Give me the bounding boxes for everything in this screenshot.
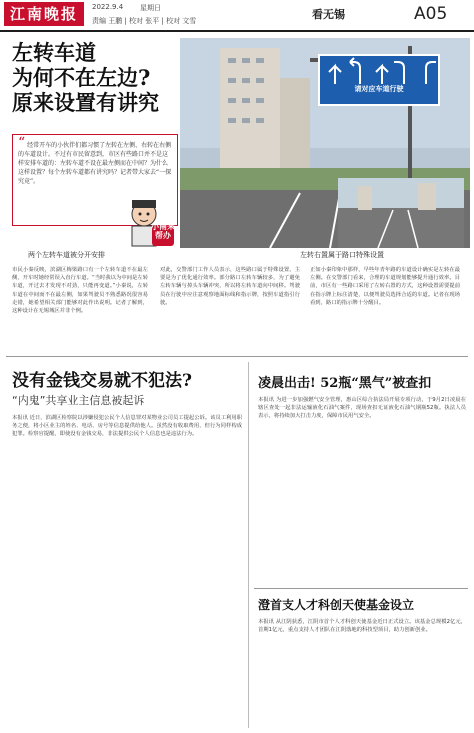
caption-right: 左转右置属于路口特殊设置	[300, 251, 384, 259]
intersection-photo	[338, 178, 464, 248]
issue-weekday: 星期日	[140, 4, 161, 12]
headline-line: 左转车道	[12, 40, 96, 65]
headline-line: 原来设置有讲究	[12, 90, 159, 115]
headline-line: 为何不在左边?	[12, 65, 151, 90]
intersection-image	[338, 178, 464, 248]
fund-title: 澄首支人才科创天使基金设立	[258, 598, 415, 612]
feature-body-col3: 正如小秦印象中那样，早些年青年路的车道设计确实是左转在最左侧。在交警部门看来，合理的车道规划能够提升通行效率。目前，市区有一些路口采用了左转右置的方式，这种设置需要提前在指示牌上标注清楚，以便驾驶员选择合适的车道。记者在现场看到，路口的指示牌十分醒目。	[310, 267, 460, 306]
editor-credits: 责编 王鹏 | 校对 张平 | 校对 文雪	[92, 17, 197, 25]
caption-left: 两个左转车道被分开安排	[28, 251, 105, 259]
gas-body: 本报讯 为进一步加强燃气安全管理，惠山区综合执法局开展专项行动，于9月2日凌晨在辖区查处一起非法运输液化石油气案件，现场查扣无证液化石油气钢瓶52瓶。执法人员表示，将持续加大打击力度，保障市民用气安全。	[258, 397, 466, 420]
mascot-label: 小南来帮办	[151, 222, 175, 240]
feature-body-col1: 市民小秦反映，滨湖区梅梁路口有一个左转车道不在最左侧，开车时她经常误入直行车道。“当时我以为中间是左转车道，开过去才发现不对劲，只能再变道。”小秦说，左转车道在中间而不在最左侧，如果驾驶员不熟悉路况很容易走错，她希望相关部门能够对此作出说明。记者了解到，这种设计在无锡城区并非个例。	[12, 267, 148, 315]
finance-subtitle: “内鬼”共享业主信息被起诉	[12, 394, 145, 407]
lane-sign-text: 请对应车道行驶	[354, 85, 404, 93]
newspaper-logo: 江南晚报	[4, 2, 84, 26]
lane-arrows-icon	[320, 56, 438, 86]
feature-body-col2: 对此，交警部门工作人员表示，这些路口属于特殊设置，主要是为了优化通行效率。部分路口左转车辆较多，为了避免左转车辆与掉头车辆冲突，所以将左转车道向中间移。驾驶员在行驶中应注意观察地面标线和指示牌，按照车道指引行驶。	[160, 267, 300, 306]
feature-headline	[12, 40, 192, 115]
finance-title: 没有金钱交易就不犯法?	[12, 371, 192, 391]
finance-body: 本报讯 近日，滨湖区检察院以涉嫌侵犯公民个人信息罪对某物业公司员工提起公诉。该员工利用职务之便，将小区业主的姓名、电话、房号等信息提供给他人。虽然没有收取费用，但行为同样构成犯罪。检察官提醒，即使没有金钱交易，非法提供公民个人信息也是违法行为。	[12, 415, 242, 438]
story-divider	[254, 588, 468, 589]
fund-body: 本报讯 从江阴获悉，江阴市首个人才科创天使基金近日正式设立。该基金总规模2亿元，首期1亿元，重点支持人才团队在江阴落地的科技型项目，助力创新创业。	[258, 619, 466, 634]
page-number: A05	[414, 4, 448, 24]
issue-date: 2022.9.4	[92, 3, 124, 11]
section-divider	[6, 356, 468, 357]
gas-title: 凌晨出击! 52瓶“黑气”被查扣	[258, 376, 432, 391]
column-divider	[248, 362, 249, 728]
lane-sign	[318, 54, 440, 106]
feature-intro: 经常开车的小伙伴们都习惯了左转在左侧、右转在右侧的车道设计。不过有市民留意到，市区有些路口并不是这样安排车道的：左转车道不设在最左侧而在中间？为什么这样设置？每个左转车道都有讲究吗？记者带大家去“一探究竟”。	[18, 142, 172, 185]
quote-mark-icon: “	[18, 135, 26, 151]
section-title: 看无锡	[312, 8, 345, 21]
